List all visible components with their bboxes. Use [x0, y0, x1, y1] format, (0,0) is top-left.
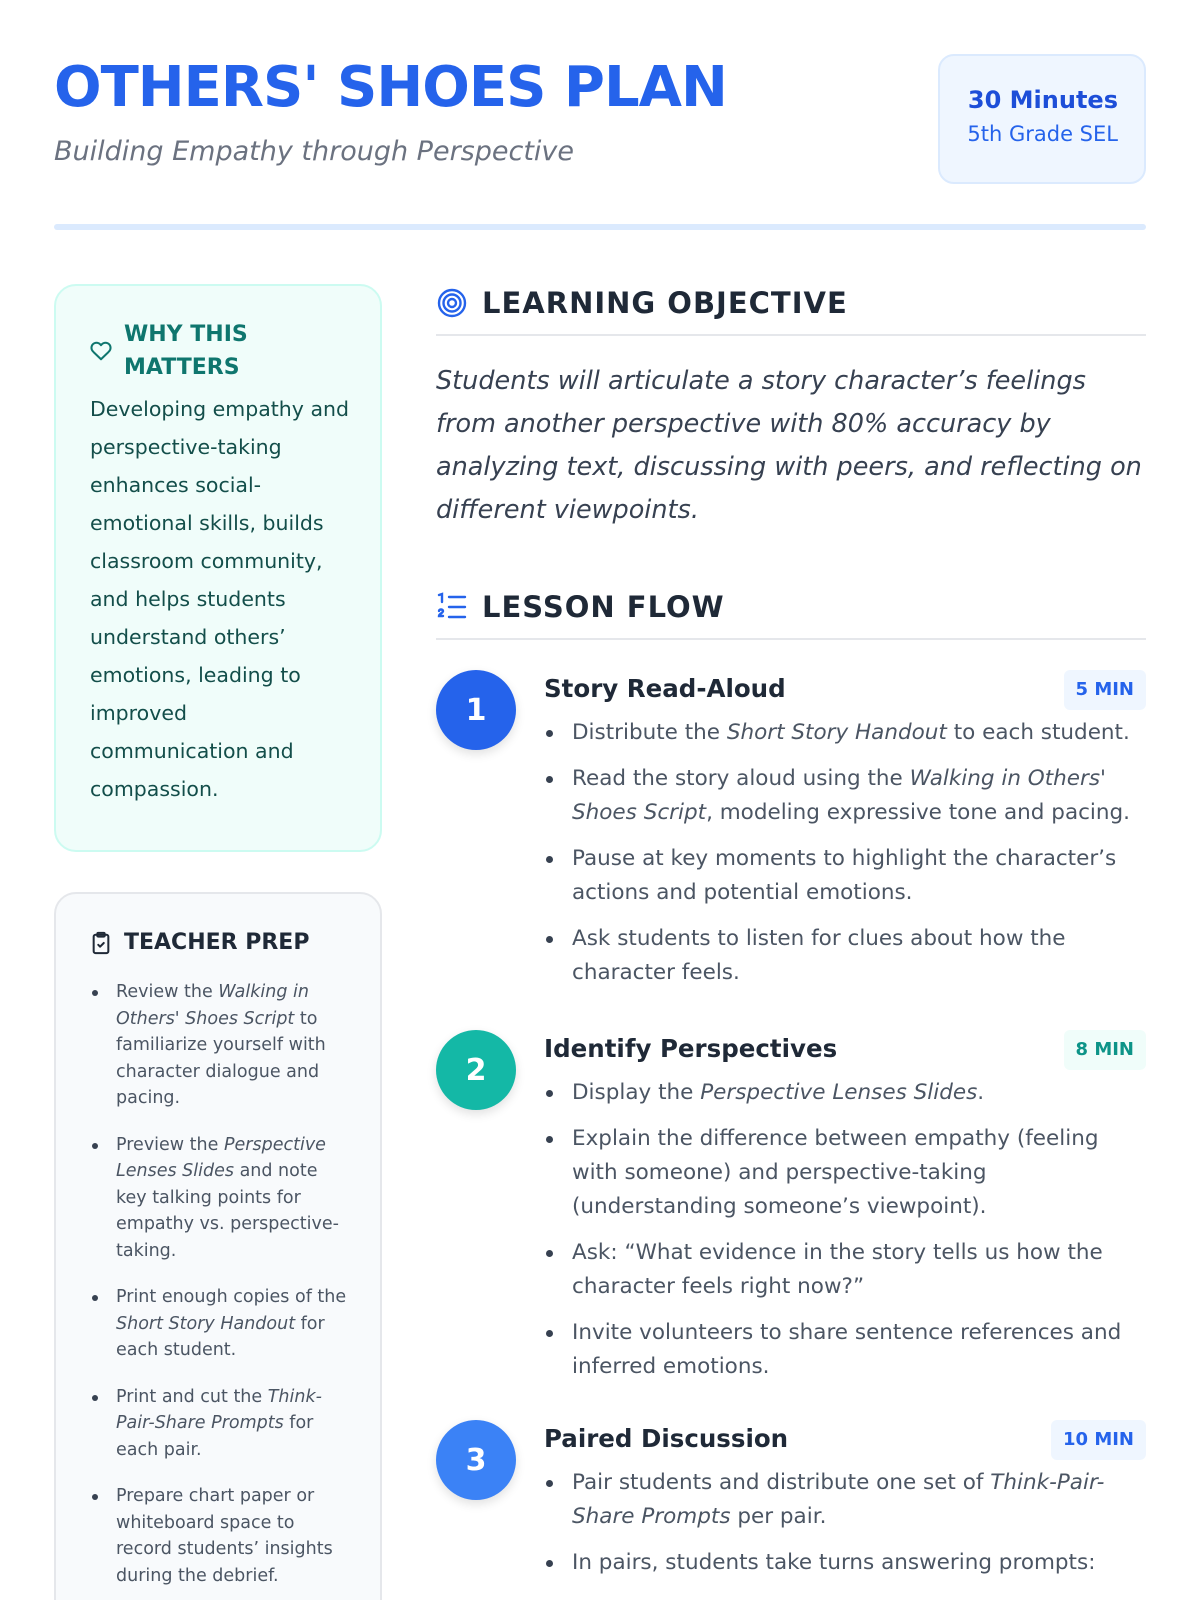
material-title: Perspective Lenses Slides [700, 1080, 978, 1105]
step-bullet: Read the story aloud using the Walking in Others' Shoes Script, modeling expressive tone and pacing. [544, 762, 1146, 830]
step-title: Story Read-Aloud [544, 674, 786, 703]
why-body: Developing empathy and perspective-taking enhances social-emotional skills, builds classroom community, and helps students understand others’ emotions, leading to improved communication and compassion. [90, 397, 350, 801]
lesson-flow-header [436, 590, 1146, 640]
step-bullet: In pairs, students take turns answering prompts: [544, 1546, 1146, 1580]
step-bullets [544, 1466, 1146, 1592]
why-header [90, 318, 350, 384]
lesson-flow-title: LESSON FLOW [482, 590, 725, 624]
material-title: Perspective Lenses Slides [116, 1134, 326, 1181]
prep-item: Print enough copies of the Short Story Handout for each student. [90, 1284, 352, 1364]
step-bullet: Pair students and distribute one set of Think-Pair-Share Prompts per pair. [544, 1466, 1146, 1534]
material-title: Walking in Others' Shoes Script [116, 982, 309, 1029]
target-icon [436, 287, 468, 319]
lesson-duration: 30 Minutes [967, 86, 1118, 114]
step-number: 1 [436, 670, 516, 750]
prep-title: TEACHER PREP [124, 930, 310, 955]
step-bullet: Distribute the Short Story Handout to each student. [544, 716, 1146, 750]
prep-header [90, 930, 352, 955]
step-time-badge: 5 MIN [1064, 670, 1146, 710]
step-bullet: Invite volunteers to share sentence references and inferred emotions. [544, 1316, 1146, 1384]
page-title: OTHERS' SHOES PLAN [54, 55, 727, 120]
material-title: Short Story Handout [116, 1313, 296, 1334]
lesson-grade: 5th Grade SEL [967, 122, 1118, 146]
page-subtitle: Building Empathy through Perspective [54, 136, 575, 167]
step-bullet: Pause at key moments to highlight the character’s actions and potential emotions. [544, 842, 1146, 910]
clipboard-icon [90, 931, 112, 955]
step-title: Paired Discussion [544, 1424, 789, 1453]
teacher-prep-card [54, 892, 382, 1600]
prep-item: Review the Walking in Others' Shoes Script to familiarize yourself with character dialogue and pacing. [90, 979, 352, 1112]
why-title: WHY THIS MATTERS [124, 322, 248, 380]
lesson-meta-box [938, 54, 1146, 184]
step-number: 3 [436, 1420, 516, 1500]
step-title: Identify Perspectives [544, 1034, 838, 1063]
step-number: 2 [436, 1030, 516, 1110]
step-bullet: Display the Perspective Lenses Slides. [544, 1076, 1146, 1110]
material-title: Walking in Others' Shoes Script [572, 766, 1106, 825]
material-title: Think-Pair-Share Prompts [116, 1386, 322, 1433]
step-bullet: Ask: “What evidence in the story tells us how the character feels right now?” [544, 1236, 1146, 1304]
step-bullet: Explain the difference between empathy (feeling with someone) and perspective-taking (understanding someone’s viewpoint). [544, 1122, 1146, 1224]
material-title: Short Story Handout [726, 720, 947, 745]
step-time-badge: 10 MIN [1051, 1420, 1146, 1460]
why-this-matters-card [54, 284, 382, 852]
list-ordered-icon [436, 592, 468, 622]
material-title: Think-Pair-Share Prompts [572, 1470, 1105, 1529]
prep-item: Preview the Perspective Lenses Slides and note key talking points for empathy vs. perspective-taking. [90, 1132, 352, 1265]
objective-header [436, 286, 1146, 336]
step-time-badge: 8 MIN [1064, 1030, 1146, 1070]
step-bullets [544, 716, 1146, 1002]
step-bullets [544, 1076, 1146, 1396]
step-bullet: Ask students to listen for clues about how the character feels. [544, 922, 1146, 990]
prep-item: Prepare chart paper or whiteboard space to record students’ insights during the debrief. [90, 1483, 352, 1589]
prep-list [90, 979, 352, 1589]
header [54, 52, 1146, 232]
objective-title: LEARNING OBJECTIVE [482, 286, 848, 320]
prep-item: Print and cut the Think-Pair-Share Prompts for each pair. [90, 1384, 352, 1464]
heart-icon [90, 340, 112, 362]
objective-text: Students will articulate a story character’s feelings from another perspective with 80% accuracy by analyzing text, discussing with peers, and reflecting on different viewpoints. [436, 366, 1142, 525]
header-divider [54, 224, 1146, 230]
